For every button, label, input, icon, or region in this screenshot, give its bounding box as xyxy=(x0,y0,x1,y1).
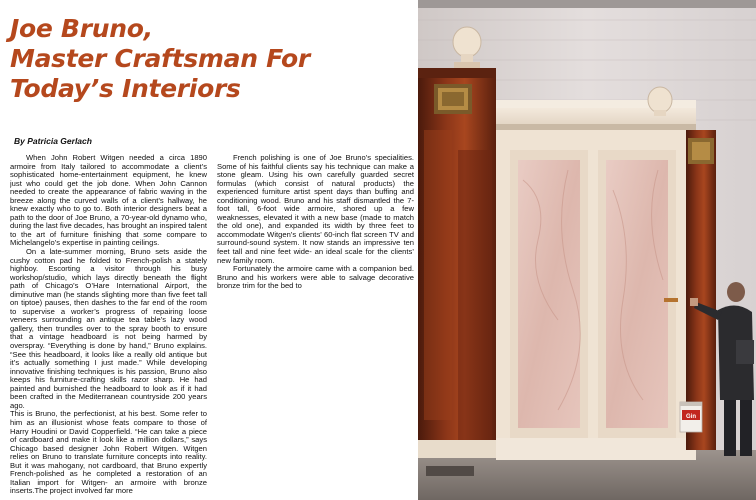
article-title xyxy=(10,14,410,104)
article-byline: By Patricia Gerlach xyxy=(14,136,92,146)
paint-can xyxy=(680,402,702,432)
paragraph-2: On a late-summer morning, Bruno sets aside the cushy cotton pad he folded to French-polish a stately highboy. Escorting a visitor through his busy workshop/studio, which lays directly beneath the flight path of Chicago’s O’Hare International Airport, the diminutive man (he stands slighting more than five feet tall on tiptoe) pauses, then dashes to the far end of the room to supervise a worker’s progress of repairing loose veneers surrounding an antique tea table’s lazy wood gallery, then trundles over to the spray booth to ensure that a vintage headboard is not being harmed by overspray. “Everything is done by hand,” Bruno explains. “See this headboard, it looks like a really old antique but it’s actually something I just made.” While developing innovative finishing techniques is his passion, Bruno also keeps his furniture-crafting skills razor sharp. He had painted and burnished the headboard to look as if it had been crafted in the Mediterranean countryside 200 years ago. xyxy=(10,247,207,410)
paragraph-4: French polishing is one of Joe Bruno’s specialities. Some of his faithful clients say his technique can make a stone gleam. Using his own carefully guarded secret formulas (which consist of natural products) the experienced furniture artist spent days than buffing and conditioning wood. Bruno and his staff dismantled the 7-foot tall, 6-foot wide armoire, shored up a few weaknesses, elevated it with a new base (made to match the old one), and expanded its width by three feet to accommodate Witgen’s clients’ 60-inch flat screen TV and surround-sound system. It now stands an impressive ten feet tall and nine feet wide- an ideal scale for the clients’ new family room. xyxy=(217,154,414,265)
paint-can-label: Gin xyxy=(686,414,696,420)
paragraph-1: When John Robert Witgen needed a circa 1890 armoire from Italy tailored to accommodate a client’s sophisticated home-entertainment equipment, he knew just who could get the job done. When John Cannon needed to create the appearance of fabric waving in the breeze along the curved walls of a client’s hallway, he knew exactly who to go to. Both interior designers beat a path to the door of Joe Bruno, a 70-year-old dynamo who, during the last five decades, has brought an inspired talent to the art of furniture finishing that some compare to Michelangelo’s expertise in painting ceilings. xyxy=(10,154,207,248)
title-line-1: Joe Bruno, xyxy=(10,14,153,43)
armoire-photo-illustration xyxy=(418,0,756,500)
title-line-3: Today’s Interiors xyxy=(10,74,241,103)
paragraph-3: This is Bruno, the perfectionist, at his best. Some refer to him as an illusionist whose feats compare to those of Harry Houdini or David Copperfield. “He can take a piece of cardboard and make it look like a million dollars,” says Chicago based designer John Robert Witgen. Witgen relies on Bruno to translate furniture concepts into reality. But it was mahogany, not cardboard, that Bruno expertly French-polished as he completed a restoration of an Italian import for Witgen- an armoire with bronze inserts.The project involved far more xyxy=(10,409,207,496)
armoire-photo xyxy=(418,0,756,500)
paragraph-5: Fortunately the armoire came with a companion bed. Bruno and his workers were able to salvage decorative bronze trim for the bed to xyxy=(217,264,414,291)
article-body xyxy=(10,154,414,498)
title-line-2: Master Craftsman For xyxy=(10,44,310,73)
